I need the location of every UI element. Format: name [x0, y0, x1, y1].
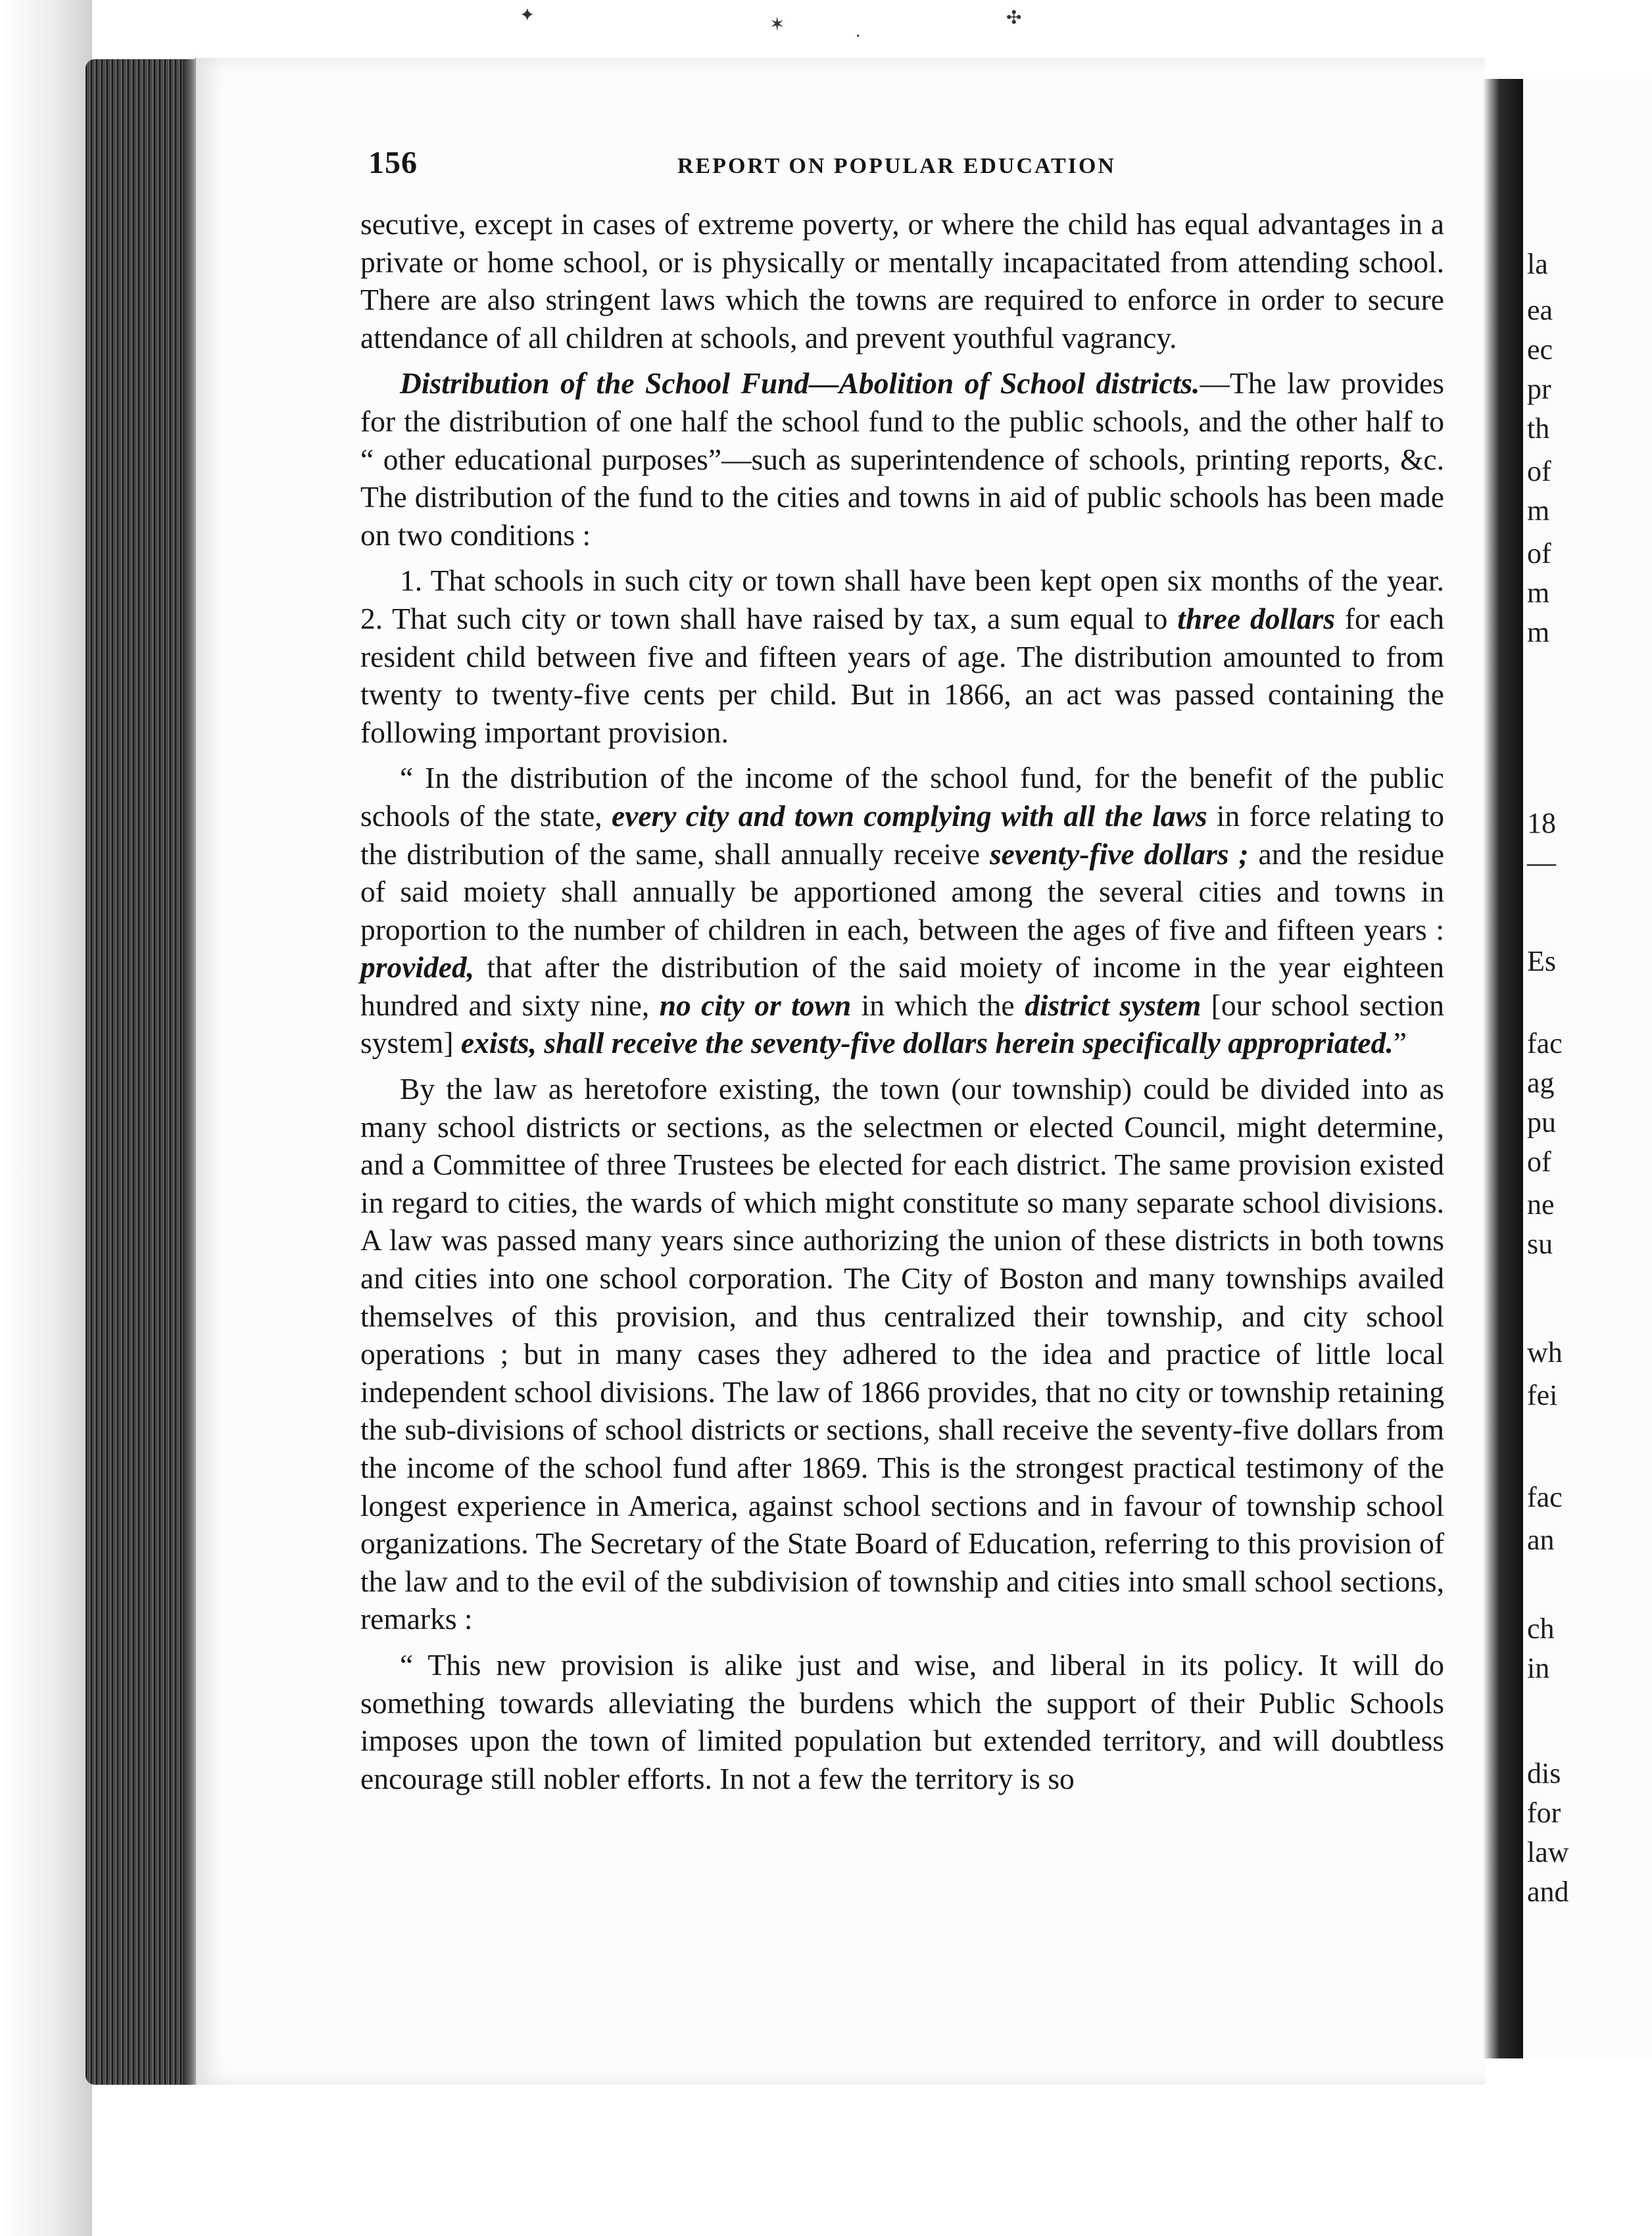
- emphasis-text: every city and town complying with all the laws: [611, 798, 1207, 833]
- paragraph-text: [our school section system]: [360, 988, 1444, 1060]
- paragraph-attendance: [360, 205, 1444, 356]
- page-number: 156: [368, 145, 418, 180]
- paragraph-distribution: [360, 364, 1444, 554]
- scan-margin: [0, 0, 92, 2236]
- page-header: [368, 145, 1460, 191]
- paragraph-quoted-law: [360, 759, 1444, 1062]
- paragraph-text: in which the: [861, 988, 1015, 1022]
- emphasis-text: provided,: [360, 950, 475, 984]
- facing-page-fragment: fac: [1527, 1481, 1563, 1513]
- paragraph-text: “ In the distribution of the income of the school fund, for the benefit of the public schools of the state,: [360, 761, 1444, 833]
- facing-page-fragment: law: [1527, 1836, 1569, 1868]
- page-stack-edge: [85, 59, 191, 2085]
- facing-page-fragment: ec: [1527, 333, 1553, 366]
- paragraph-conditions: [360, 562, 1444, 751]
- facing-page-fragment: of: [1527, 1146, 1551, 1178]
- paragraph-text: 1. That schools in such city or town shall have been kept open six months of the year. 2. That such city or town shall have raised by tax, a sum equal to: [360, 564, 1444, 635]
- facing-page-fragment: 18: [1527, 807, 1556, 839]
- facing-page-fragment: ea: [1527, 294, 1553, 326]
- facing-page-fragment: fei: [1527, 1379, 1558, 1411]
- emphasis-text: seventy-five dollars ;: [989, 837, 1249, 871]
- facing-page-fragment: of: [1527, 455, 1551, 487]
- paragraph-text: ”: [1393, 1026, 1407, 1060]
- paragraph-school-districts: [360, 1070, 1444, 1638]
- paragraph-text: for each resident child between five and fifteen years of age. The distribution amounted to from twenty to twenty-five cents per child. But in 1866, an act was passed containing the following important provision.: [360, 601, 1445, 749]
- emphasis-text: three dollars: [1177, 601, 1335, 635]
- running-title: REPORT ON POPULAR EDUCATION: [677, 154, 1116, 178]
- facing-page-fragment: and: [1527, 1876, 1569, 1908]
- facing-page-fragment: pr: [1527, 373, 1551, 405]
- book-gutter: [1484, 79, 1523, 2058]
- emphasis-text: district system: [1025, 988, 1202, 1022]
- facing-page-fragment: la: [1527, 248, 1548, 280]
- emphasis-text: no city or town: [659, 988, 852, 1022]
- paragraph-text: By the law as heretofore existing, the town (our township) could be divided into as many school districts or sections, as the selectmen or elected Council, might determine, and a Committee of three Trustees be elected for each district. The same provision existed in regard to cities, the wards of which might constitute so many separate school divisions. A law was passed many years since authorizing the union of these districts in both towns and cities into one school corporation. The City of Boston and many townships availed themselves of this provision, and thus centralized their township, and city school operations ; but in many cases they adhered to the idea and practice of little local independent school divisions. The law of 1866 provides, that no city or township retaining the sub-divisions of school districts or sections, shall receive the seventy-five dollars from the income of the school fund after 1869. This is the strongest practical testimony of the longest experience in America, against school sections and in favour of township school organizations. The Secretary of the State Board of Education, referring to this provision of the law and to the evil of the subdivision of township and cities into small school sections, remarks :: [360, 1072, 1444, 1636]
- paragraph-text: and the residue of said moiety shall annually be apportioned among the several cities and towns in proportion to the number of children in each, between the ages of five and fifteen years :: [360, 837, 1445, 946]
- facing-page-fragment: m: [1527, 616, 1550, 648]
- facing-page-fragment: ag: [1527, 1067, 1555, 1099]
- page-body: [360, 205, 1444, 1797]
- facing-page-edge: [1523, 79, 1652, 2058]
- facing-page-fragment: m: [1527, 577, 1550, 609]
- facing-page-fragment: in: [1527, 1652, 1550, 1684]
- facing-page-fragment: an: [1527, 1524, 1555, 1556]
- paragraph-text: secutive, except in cases of extreme poverty, or where the child has equal advantages in a private or home school, or is physically or mentally incapacitated from attending school. There are also stringent laws which the towns are required to enforce in order to secure attendance of all children at schools, and prevent youthful vagrancy.: [360, 207, 1444, 354]
- facing-page-fragment: ne: [1527, 1188, 1555, 1221]
- facing-page-fragment: ch: [1527, 1613, 1555, 1645]
- facing-page-fragment: th: [1527, 412, 1550, 445]
- facing-page-fragment: for: [1527, 1797, 1561, 1829]
- paragraph-text: in force relating to the distribution of the same, shall annually receive: [360, 798, 1445, 871]
- facing-page-fragment: wh: [1527, 1336, 1563, 1369]
- emphasis-text: exists, shall receive the seventy-five dollars herein specifically appropriated.: [460, 1026, 1394, 1060]
- facing-page-fragment: of: [1527, 537, 1551, 570]
- facing-page-fragment: —: [1527, 846, 1556, 879]
- facing-page-fragment: m: [1527, 495, 1550, 527]
- facing-page-fragment: su: [1527, 1228, 1553, 1260]
- paragraph-text: —The law provides for the distribution of one half the school fund to the public schools, and the other half to “ other educational purposes”—such as superintendence of schools, printing reports, &c. The distribution of the fund to the cities and towns in aid of public schools has been made on two conditions :: [360, 366, 1444, 552]
- facing-page-fragment: dis: [1527, 1757, 1561, 1789]
- paragraph-text: “ This new provision is alike just and wise, and liberal in its policy. It will do something towards alleviating the burdens which the support of their Public Schools imposes upon the town of limited population but extended territory, and will doubtless encourage still nobler efforts. In not a few the territory is so: [360, 1647, 1444, 1795]
- facing-page-fragment: Es: [1527, 945, 1556, 977]
- section-heading: Distribution of the School Fund—Abolition of School districts.: [400, 366, 1200, 401]
- paragraph-text: that after the distribution of the said moiety of income in the year eighteen hundred and sixty nine,: [360, 950, 1445, 1022]
- paragraph-secretary-quote: [360, 1646, 1444, 1797]
- scan-specks: ✦ ✶ · ✣: [520, 5, 1022, 47]
- facing-page-fragment: fac: [1527, 1027, 1563, 1059]
- facing-page-fragment: pu: [1527, 1106, 1556, 1138]
